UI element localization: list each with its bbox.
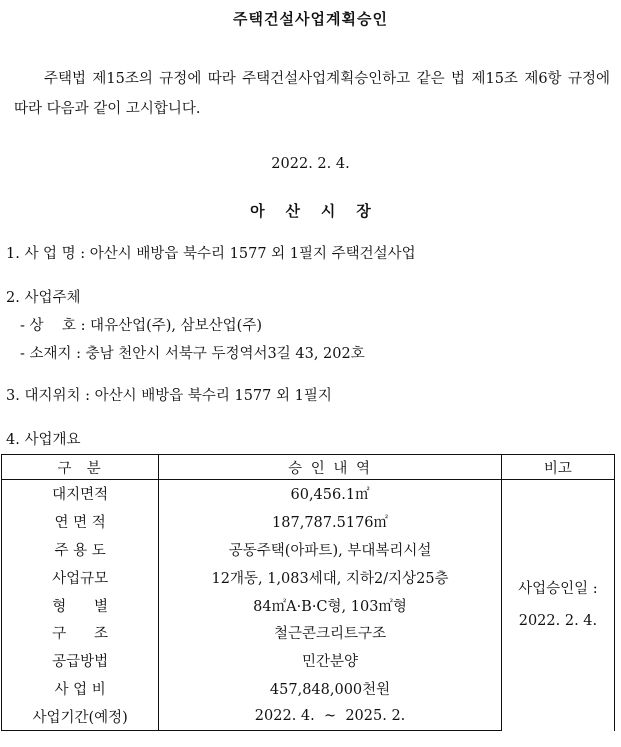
project-overview-table	[1, 454, 615, 731]
project-name-line: 1. 사 업 명 : 아산시 배방읍 북수리 1577 외 1필지 주택건설사업	[6, 246, 416, 262]
table-row	[2, 480, 615, 508]
row-detail: 60,456.1㎡	[159, 480, 502, 508]
intro-paragraph: 주택법 제15조의 규정에 따라 주택건설사업계획승인하고 같은 법 제15조 제6항 규정에 따라 다음과 같이 고시합니다.	[14, 71, 610, 117]
row-item: 사업규모	[2, 563, 159, 591]
row-detail: 84㎡A·B·C형, 103㎡형	[159, 591, 502, 619]
row-item: 공급방법	[2, 647, 159, 675]
row-item: 대지면적	[2, 480, 159, 508]
row-detail: 187,787.5176㎡	[159, 508, 502, 536]
operator-name-line: - 상 호 : 대유산업(주), 삼보산업(주)	[20, 318, 262, 334]
header-category: 구 분	[2, 455, 159, 480]
row-item: 사업기간(예정)	[2, 702, 159, 730]
row-item: 주 용 도	[2, 536, 159, 564]
row-item: 형 별	[2, 591, 159, 619]
row-detail: 공동주택(아파트), 부대복리시설	[159, 536, 502, 564]
approval-date-label: 사업승인일 :	[518, 581, 598, 598]
operator-address-line: - 소재지 : 충남 천안시 서북구 두정역서3길 43, 202호	[20, 346, 365, 362]
row-detail: 민간분양	[159, 647, 502, 675]
overview-heading: 4. 사업개요	[6, 432, 81, 448]
row-detail: 철근콘크리트구조	[159, 619, 502, 647]
header-remarks: 비고	[501, 455, 614, 480]
table-header-row	[2, 455, 615, 480]
site-location-line: 3. 대지위치 : 아산시 배방읍 북수리 1577 외 1필지	[6, 388, 332, 404]
approval-date-value: 2022. 2. 4.	[518, 613, 598, 630]
row-detail: 12개동, 1,083세대, 지하2/지상25층	[159, 563, 502, 591]
header-approval-details: 승 인 내 역	[159, 455, 502, 480]
operator-heading: 2. 사업주체	[6, 290, 81, 306]
row-detail: 457,848,000천원	[159, 675, 502, 703]
notice-date: 2022. 2. 4.	[271, 156, 350, 172]
row-item: 사 업 비	[2, 675, 159, 703]
issuer-mayor: 아 산 시 장	[250, 202, 371, 220]
remarks-cell	[501, 480, 614, 731]
document-title: 주택건설사업계획승인	[233, 10, 388, 28]
row-detail: 2022. 4. ~ 2025. 2.	[159, 702, 502, 730]
row-item: 구 조	[2, 619, 159, 647]
row-item: 연 면 적	[2, 508, 159, 536]
